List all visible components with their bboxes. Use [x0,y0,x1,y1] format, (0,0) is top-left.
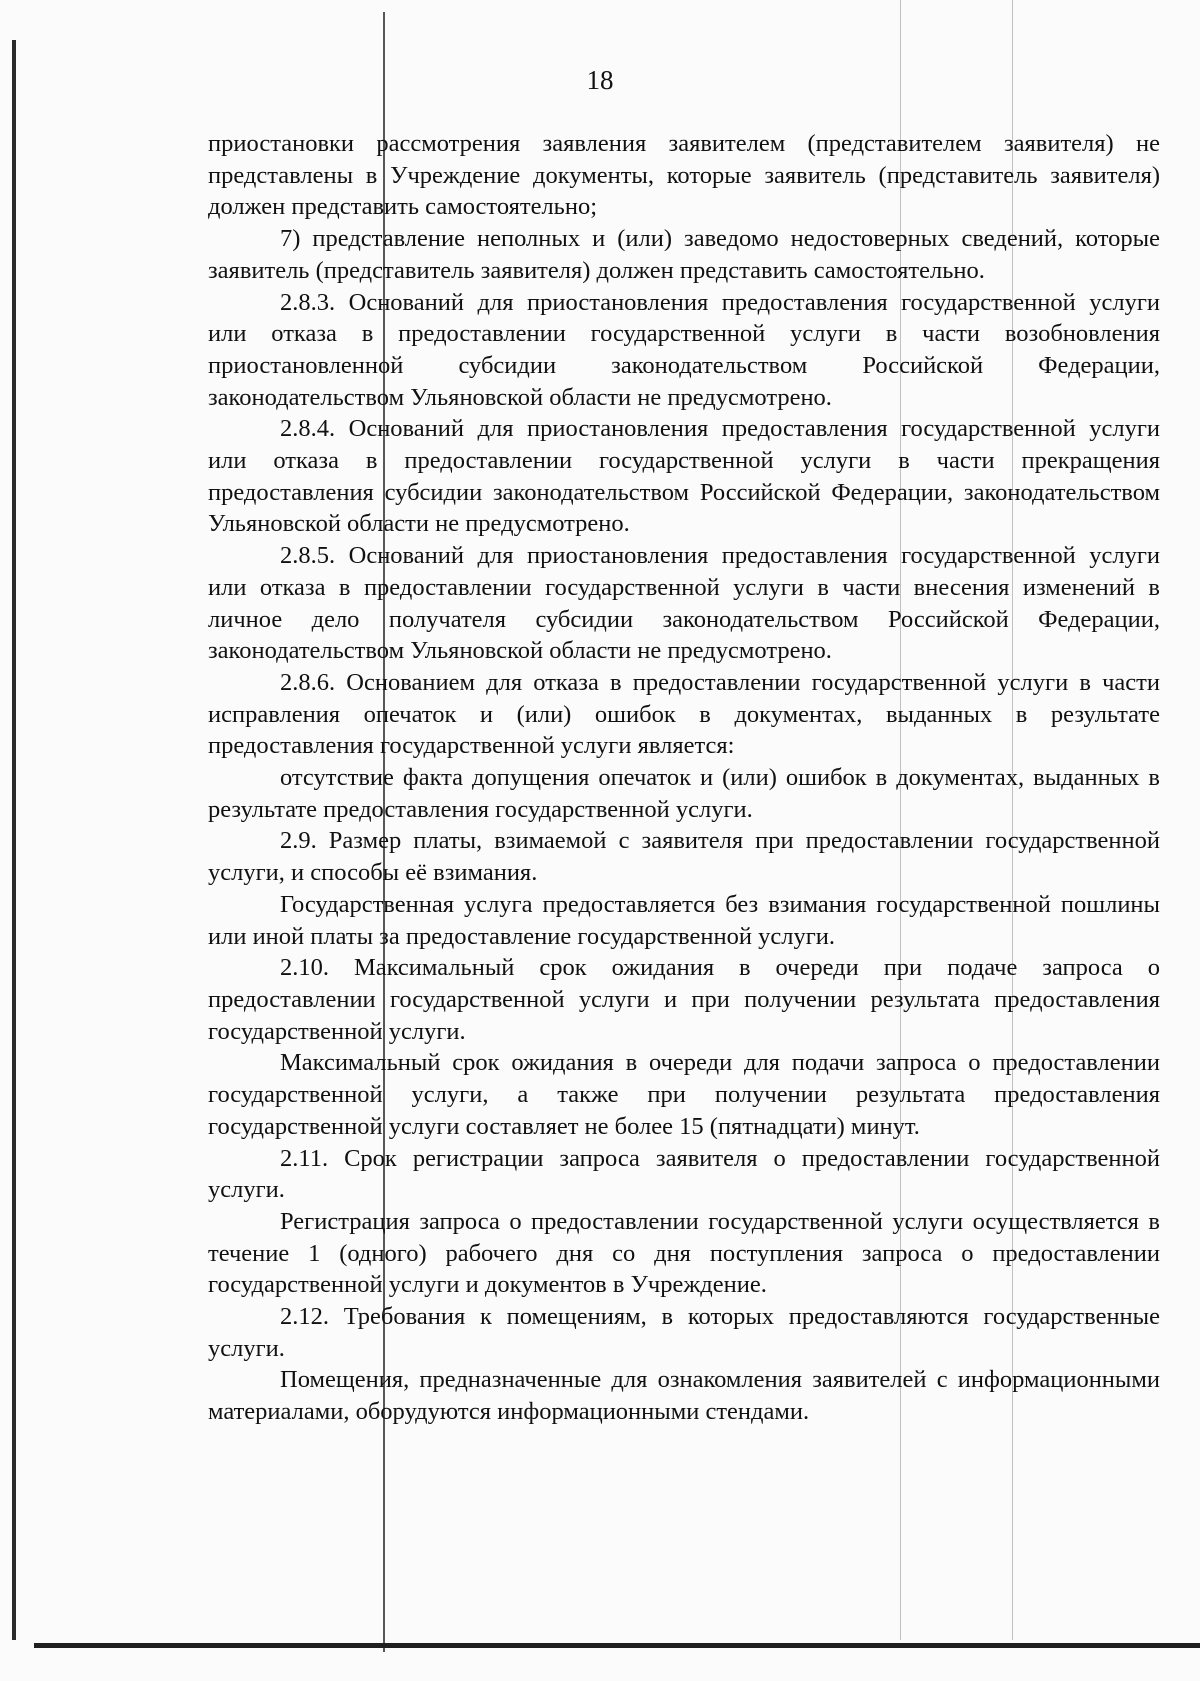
paragraph: отсутствие факта допущения опечаток и (или) ошибок в документах, выданных в результате предоставления государственной услуги. [208,764,1160,823]
paragraph: Государственная услуга предоставляется без взимания государственной пошлины или иной платы за предоставление государственной услуги. [208,890,1160,950]
paragraph: 2.9. Размер платы, взимаемой с заявителя при предоставлении государственной услуги, и способы её взимания. [208,827,1160,887]
scan-edge-left [12,40,16,1640]
paragraph: 7) представление неполных и (или) заведомо недостоверных сведений, которые заявитель (представитель заявителя) должен представить самостоятельно. [208,225,1160,284]
document-body [208,128,1160,1428]
paragraph: Регистрация запроса о предоставлении государственной услуги осуществляется в течение 1 (одного) рабочего дня со дня поступления запроса о предоставлении государственной услуги и документов в Учреждение. [208,1207,1160,1299]
paragraph: Помещения, предназначенные для ознакомления заявителей с информационными материалами, оборудуются информационными стендами. [208,1366,1160,1426]
paragraph: 2.11. Срок регистрации запроса заявителя о предоставлении государственной услуги. [208,1144,1160,1204]
paragraph: 2.8.6. Основанием для отказа в предоставлении государственной услуги в части исправления опечаток и (или) ошибок в документах, выданных в результате предоставления государственной услуги является: [208,668,1160,760]
paragraph: 2.8.4. Оснований для приостановления предоставления государственной услуги или отказа в предоставлении государственной услуги в части прекращения предоставления субсидии законодательством Российской Федерации, законодательством Ульяновской области не предусмотрено. [208,415,1160,538]
paragraph: 2.8.3. Оснований для приостановления предоставления государственной услуги или отказа в предоставлении государственной услуги в части возобновления приостановленной субсидии законодательством Российской Федерации, законодательством Ульяновской области не предусмотрено. [208,288,1160,411]
paragraph: Максимальный срок ожидания в очереди для подачи запроса о предоставлении государственной услуги, а также при получении результата предоставления государственной услуги составляет не более 15 (пятнадцати) минут. [208,1049,1160,1140]
scan-edge-bottom [34,1643,1200,1648]
paragraph: 2.12. Требования к помещениям, в которых предоставляются государственные услуги. [208,1303,1160,1362]
paragraph: приостановки рассмотрения заявления заявителем (представителем заявителя) не представлены в Учреждение документы, которые заявитель (представитель заявителя) должен представить самостоятельно; [208,130,1160,221]
paragraph: 2.8.5. Оснований для приостановления предоставления государственной услуги или отказа в предоставлении государственной услуги в части внесения изменений в личное дело получателя субсидии законодательством Российской Федерации, законодательством Ульяновской области не предусмотрено. [208,542,1160,665]
page-number: 18 [586,65,614,95]
paragraph: 2.10. Максимальный срок ожидания в очереди при подаче запроса о предоставлении государственной услуги и при получении результата предоставления государственной услуги. [208,954,1160,1045]
